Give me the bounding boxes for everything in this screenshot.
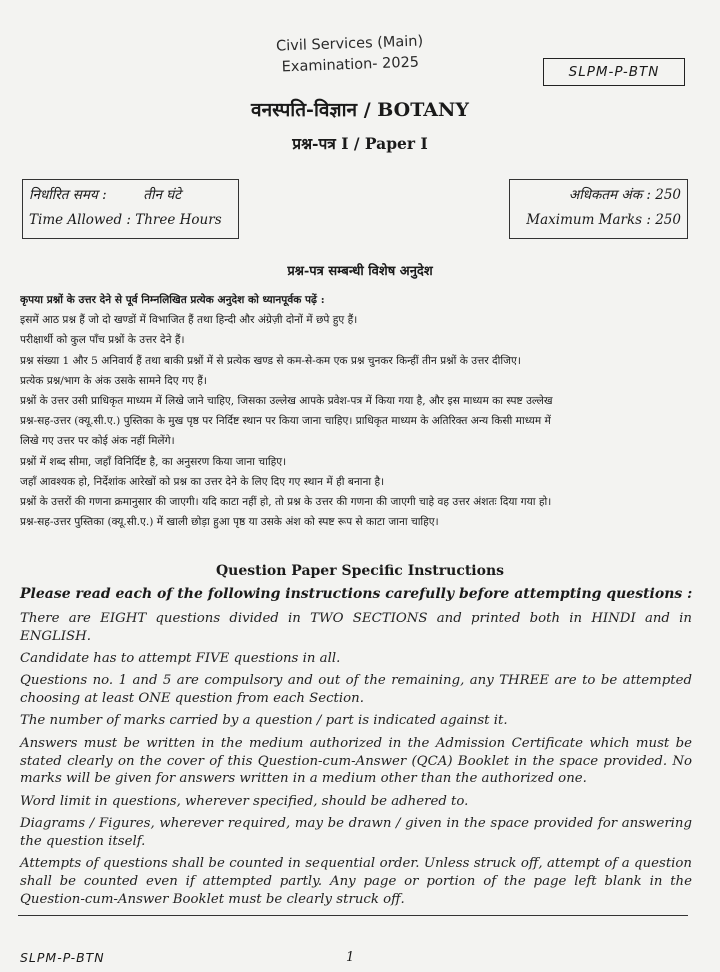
page-number: 1 bbox=[346, 950, 355, 965]
paper-code: SLPM-P-BTN bbox=[568, 64, 660, 80]
hindi-instruction-line: प्रश्न संख्या 1 और 5 अनिवार्य हैं तथा बाकी प्रश्नों में से प्रत्येक खण्ड से कम-से-कम एक प्रश्न चुनकर किन्हीं तीन प्रश्नों के उत्तर दीजिए। bbox=[20, 354, 521, 367]
english-instruction: There are EIGHT questions divided in TWO SECTIONS and printed both in HINDI and in ENGLISH. bbox=[20, 611, 692, 644]
english-instruction: Candidate has to attempt FIVE questions in all. bbox=[20, 651, 341, 667]
english-instruction: Answers must be written in the medium authorized in the Admission Certificate which must be stated clearly on the cover of this Question-cum-Answer (QCA) Booklet in the space provided. No marks will be given for answers written in a medium other than the authorized one. bbox=[20, 735, 692, 787]
english-instructions bbox=[20, 610, 692, 913]
exam-title bbox=[249, 31, 450, 80]
hindi-instruction-line: प्रश्न-सह-उत्तर (क्यू.सी.ए.) पुस्तिका के मुख पृष्ठ पर निर्दिष्ट स्थान पर किया जाना चाहिए। प्राधिकृत माध्यम के अतिरिक्त अन्य किसी माध्यम में bbox=[20, 415, 551, 428]
time-hindi-value: तीन घंटे bbox=[143, 187, 182, 203]
english-instructions-subheading: Please read each of the following instructions carefully before attempting questions : bbox=[20, 586, 693, 602]
footer-paper-code: SLPM-P-BTN bbox=[20, 950, 105, 965]
english-instruction: Questions no. 1 and 5 are compulsory and out of the remaining, any THREE are to be attempted choosing at least ONE question from each Section. bbox=[20, 673, 692, 707]
hindi-instruction-line: परीक्षार्थी को कुल पाँच प्रश्नों के उत्तर देने हैं। bbox=[20, 334, 185, 347]
time-english: Time Allowed : Three Hours bbox=[29, 212, 222, 228]
english-instruction: Word limit in questions, wherever specified, should be adhered to. bbox=[20, 793, 469, 809]
hindi-instructions-heading: प्रश्न-पत्र सम्बन्धी विशेष अनुदेश bbox=[287, 264, 433, 279]
english-instructions-heading: Question Paper Specific Instructions bbox=[215, 563, 505, 579]
marks-hindi: अधिकतम अंक : 250 bbox=[568, 187, 681, 203]
hindi-instructions bbox=[20, 290, 700, 532]
maximum-marks-box bbox=[509, 179, 688, 239]
exam-name: Civil Services (Main) bbox=[275, 33, 424, 55]
hindi-instruction-line: लिखे गए उत्तर पर कोई अंक नहीं मिलेंगे। bbox=[20, 435, 175, 448]
marks-english: Maximum Marks : 250 bbox=[526, 212, 681, 228]
hindi-instruction-line: इसमें आठ प्रश्न हैं जो दो खण्डों में विभाजित हैं तथा हिन्दी और अंग्रेज़ी दोनों में छपे हुए हैं। bbox=[20, 314, 358, 327]
hindi-instruction-line: प्रश्नों में शब्द सीमा, जहाँ विनिर्दिष्ट है, का अनुसरण किया जाना चाहिए। bbox=[20, 455, 287, 468]
time-allowed-box bbox=[22, 179, 239, 239]
time-hindi-label: निर्धारित समय : bbox=[29, 187, 107, 203]
english-instruction: Diagrams / Figures, wherever required, may be drawn / given in the space provided for answering the question itself. bbox=[20, 815, 692, 849]
english-instruction: The number of marks carried by a question / part is indicated against it. bbox=[20, 713, 508, 729]
hindi-instruction-line: प्रश्नों के उत्तर उसी प्राधिकृत माध्यम में लिखे जाने चाहिए, जिसका उल्लेख आपके प्रवेश-पत्र में किया गया है, और इस माध्यम का स्पष्ट उल्लेख bbox=[20, 395, 553, 408]
footer-divider bbox=[18, 915, 688, 916]
hindi-instruction-line: प्रश्न-सह-उत्तर पुस्तिका (क्यू.सी.ए.) में खाली छोड़ा हुआ पृष्ठ या उसके अंश को स्पष्ट रूप से काटा जाना चाहिए। bbox=[20, 516, 439, 529]
paper-number: प्रश्न-पत्र I / Paper I bbox=[292, 134, 428, 153]
subject-title: वनस्पति-विज्ञान / BOTANY bbox=[251, 99, 469, 121]
hindi-instruction-line: प्रत्येक प्रश्न/भाग के अंक उसके सामने दिए गए हैं। bbox=[20, 374, 207, 387]
english-instruction: Attempts of questions shall be counted in sequential order. Unless struck off, attempt of a question shall be counted even if attempted partly. Any page or portion of the page left blank in the Question-cum-Answer Booklet must be clearly struck off. bbox=[20, 856, 692, 907]
time-hindi bbox=[29, 183, 232, 208]
hindi-instruction-line: कृपया प्रश्नों के उत्तर देने से पूर्व निम्नलिखित प्रत्येक अनुदेश को ध्यानपूर्वक पढ़ें : bbox=[20, 294, 325, 306]
hindi-instruction-line: प्रश्नों के उत्तरों की गणना क्रमानुसार की जाएगी। यदि काटा नहीं हो, तो प्रश्न के उत्तर की गणना की जाएगी चाहे वह उत्तर अंशतः दिया गया हो। bbox=[20, 496, 552, 509]
exam-year: Examination- 2025 bbox=[281, 54, 420, 76]
hindi-instruction-line: जहाँ आवश्यक हो, निर्देशांक आरेखों को प्रश्न का उत्तर देने के लिए दिए गए स्थान में ही बनाना है। bbox=[20, 475, 385, 488]
paper-code-box bbox=[543, 58, 685, 86]
